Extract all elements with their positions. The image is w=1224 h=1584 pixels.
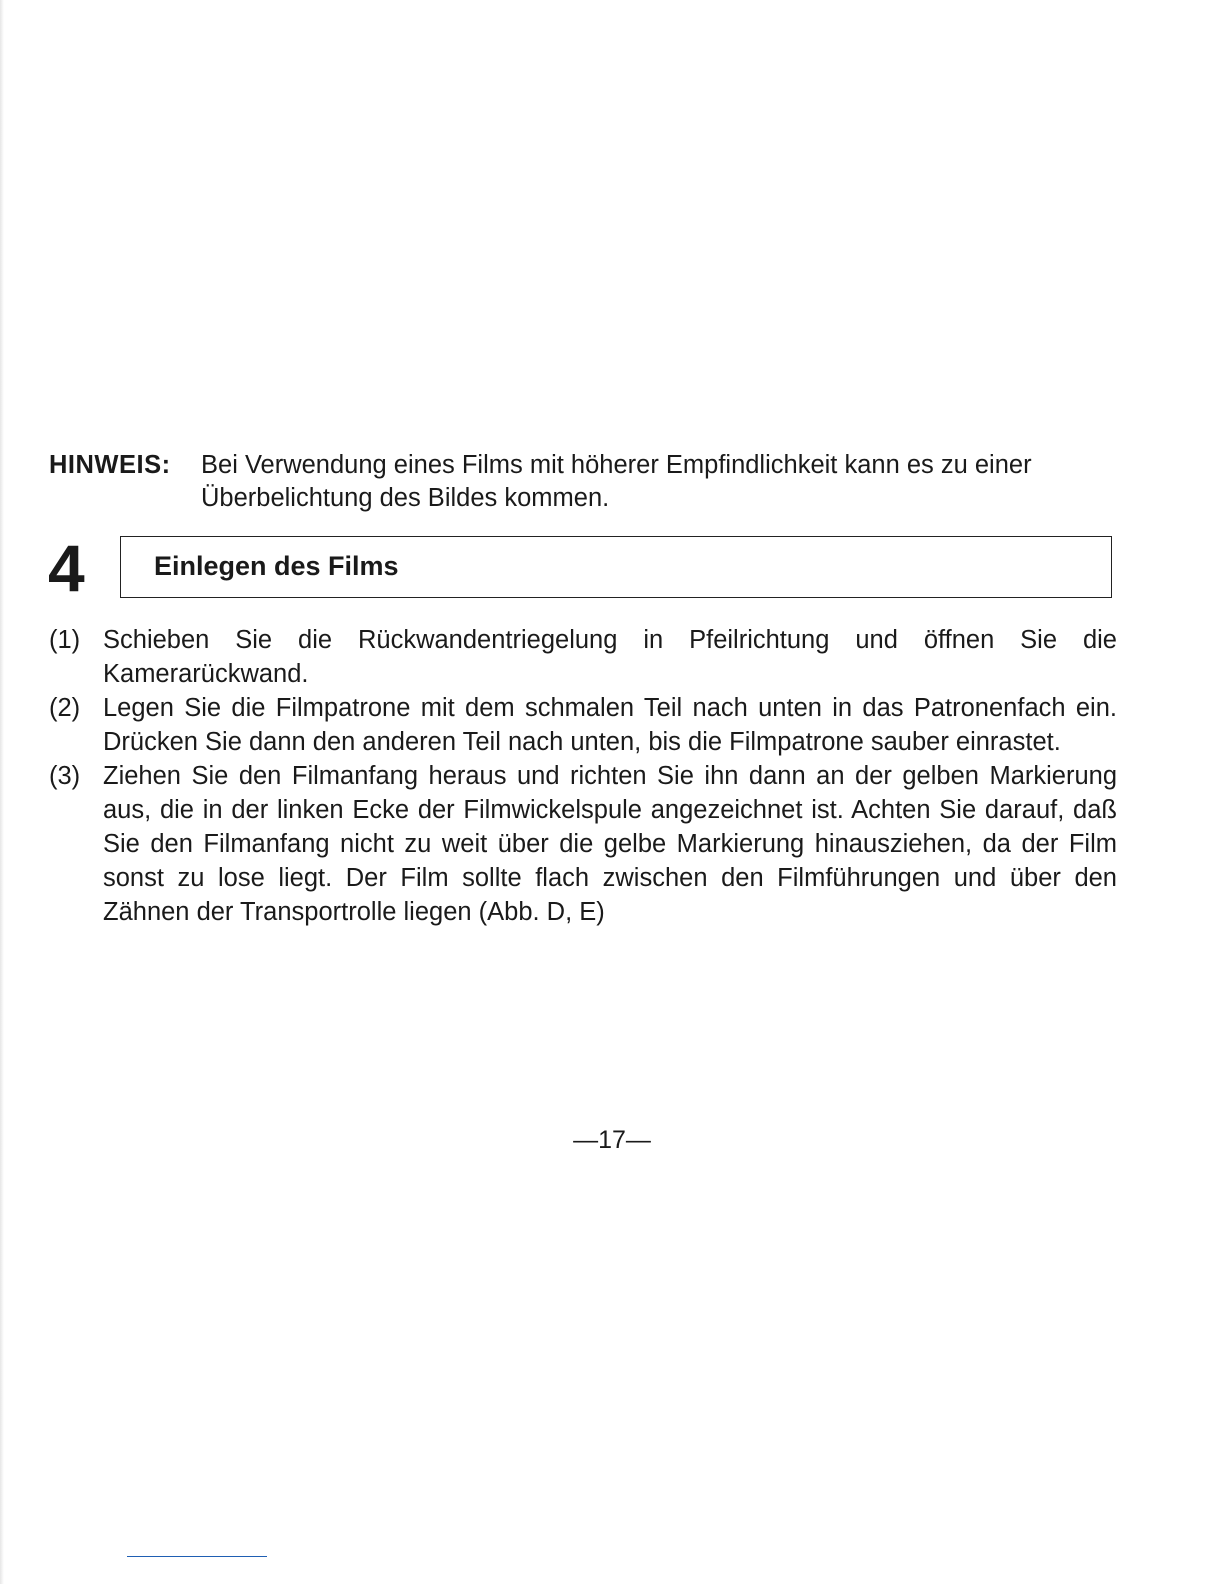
step-number: (3): [49, 762, 81, 790]
note-text: Bei Verwendung eines Films mit höherer Empfindlichkeit kann es zu einer Überbelichtung des Bildes kommen.: [201, 451, 1032, 512]
step-number: (2): [49, 694, 81, 722]
scan-edge: [0, 0, 4, 1584]
list-item: [49, 623, 1117, 691]
instruction-list: [49, 623, 1117, 929]
step-text: Schieben Sie die Rückwandentriegelung in Pfeilrichtung und öffnen Sie die Kamerarückwand.: [103, 626, 1117, 688]
list-item: [49, 691, 1117, 759]
section-heading-box: [120, 536, 1112, 598]
page-number: —17—: [573, 1126, 651, 1154]
step-text: Legen Sie die Filmpatrone mit dem schmalen Teil nach unten in das Patronenfach ein. Drücken Sie dann den anderen Teil nach unten, bis die Filmpatrone sauber einrastet.: [103, 694, 1117, 756]
footnote-rule: [127, 1556, 267, 1557]
note-label: HINWEIS:: [49, 451, 171, 479]
section-title: Einlegen des Films: [154, 551, 399, 581]
step-text: Ziehen Sie den Filmanfang heraus und richten Sie ihn dann an der gelben Markierung aus, die in der linken Ecke der Filmwickelspule angezeichnet ist. Achten Sie darauf, daß Sie den Filmanfang nicht zu weit über die gelbe Markierung hinausziehen, da der Film sonst zu lose liegt. Der Film sollte flach zwischen den Filmführungen und über den Zähnen der Transportrolle liegen (Abb. D, E): [103, 762, 1117, 926]
list-item: [49, 759, 1117, 929]
step-number: (1): [49, 626, 81, 654]
section-number: 4: [48, 531, 85, 605]
